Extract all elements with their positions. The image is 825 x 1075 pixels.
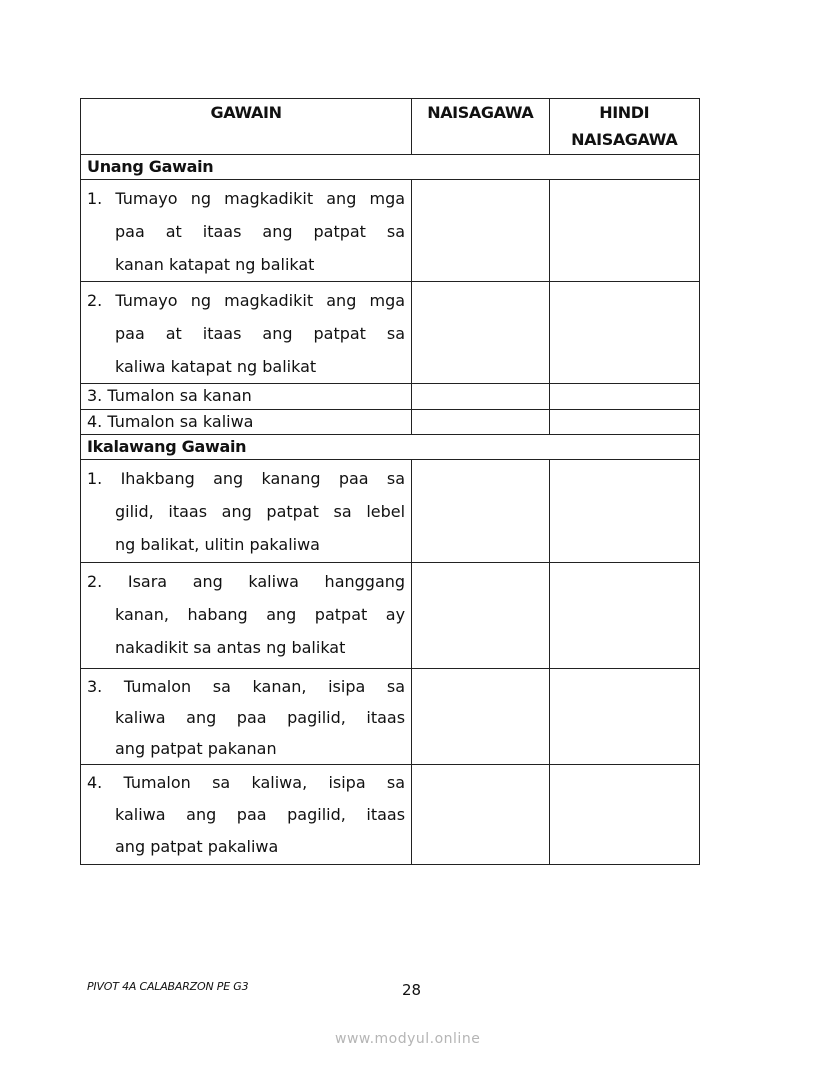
hindi-naisagawa-cell[interactable]: [549, 180, 700, 282]
activity-line: kanan katapat ng balikat: [115, 255, 315, 274]
header-naisagawa: NAISAGAWA: [412, 99, 549, 155]
activity-line: ng balikat, ulitin pakaliwa: [115, 535, 320, 554]
naisagawa-cell[interactable]: [412, 410, 549, 435]
footer-module-title: PIVOT 4A CALABARZON PE G3: [87, 980, 249, 993]
activity-text: [81, 563, 412, 669]
naisagawa-cell[interactable]: [412, 384, 549, 410]
header-row: [81, 99, 700, 155]
activity-text: 4. Tumalon sa kaliwa: [81, 410, 412, 435]
table-row: [81, 410, 700, 435]
table-row: [81, 563, 700, 669]
activity-line: kaliwa katapat ng balikat: [115, 357, 317, 376]
hindi-naisagawa-cell[interactable]: [549, 410, 700, 435]
table-row: [81, 765, 700, 865]
naisagawa-cell[interactable]: [412, 563, 549, 669]
naisagawa-cell[interactable]: [412, 282, 549, 384]
table-row: [81, 669, 700, 765]
activity-line: 3. Tumalon sa kanan, isipa sa: [87, 677, 406, 696]
naisagawa-cell[interactable]: [412, 180, 549, 282]
activity-line: 1. Tumayo ng magkadikit ang mga: [87, 189, 406, 208]
activity-line: kaliwa ang paa pagilid, itaas: [115, 805, 406, 824]
naisagawa-cell[interactable]: [412, 669, 549, 765]
activity-line: paa at itaas ang patpat sa: [115, 324, 406, 343]
hindi-naisagawa-cell[interactable]: [549, 765, 700, 865]
hindi-naisagawa-cell[interactable]: [549, 669, 700, 765]
naisagawa-cell[interactable]: [412, 765, 549, 865]
activity-text: [81, 460, 412, 563]
activity-checklist-table: [80, 98, 700, 865]
activity-line: nakadikit sa antas ng balikat: [115, 638, 346, 657]
activity-line: kanan, habang ang patpat ay: [115, 605, 406, 624]
section-title-unang-gawain: Unang Gawain: [81, 155, 700, 180]
activity-text: 3. Tumalon sa kanan: [81, 384, 412, 410]
activity-line: ang patpat pakanan: [115, 739, 277, 758]
activity-text: [81, 669, 412, 765]
header-hindi-line1: HINDI: [599, 103, 650, 122]
activity-line: 1. Ihakbang ang kanang paa sa: [87, 469, 406, 488]
watermark: www.modyul.online: [335, 1031, 481, 1047]
naisagawa-cell[interactable]: [412, 460, 549, 563]
header-hindi-line2: NAISAGAWA: [571, 130, 678, 149]
hindi-naisagawa-cell[interactable]: [549, 563, 700, 669]
activity-line: kaliwa ang paa pagilid, itaas: [115, 708, 406, 727]
section-row: [81, 155, 700, 180]
hindi-naisagawa-cell[interactable]: [549, 282, 700, 384]
activity-line: 2. Tumayo ng magkadikit ang mga: [87, 291, 406, 310]
activity-line: ang patpat pakaliwa: [115, 837, 279, 856]
table-row: [81, 384, 700, 410]
hindi-naisagawa-cell[interactable]: [549, 384, 700, 410]
section-title-ikalawang-gawain: Ikalawang Gawain: [81, 435, 700, 460]
activity-line: gilid, itaas ang patpat sa lebel: [115, 502, 406, 521]
header-hindi-naisagawa: [549, 99, 700, 155]
activity-line: 4. Tumalon sa kaliwa, isipa sa: [87, 773, 406, 792]
activity-line: paa at itaas ang patpat sa: [115, 222, 406, 241]
activity-line: 2. Isara ang kaliwa hanggang: [87, 572, 406, 591]
table-row: [81, 180, 700, 282]
section-row: [81, 435, 700, 460]
page-number: 28: [402, 981, 422, 999]
table-row: [81, 460, 700, 563]
activity-text: [81, 765, 412, 865]
header-gawain: GAWAIN: [81, 99, 412, 155]
hindi-naisagawa-cell[interactable]: [549, 460, 700, 563]
activity-text: [81, 282, 412, 384]
table-row: [81, 282, 700, 384]
activity-text: [81, 180, 412, 282]
